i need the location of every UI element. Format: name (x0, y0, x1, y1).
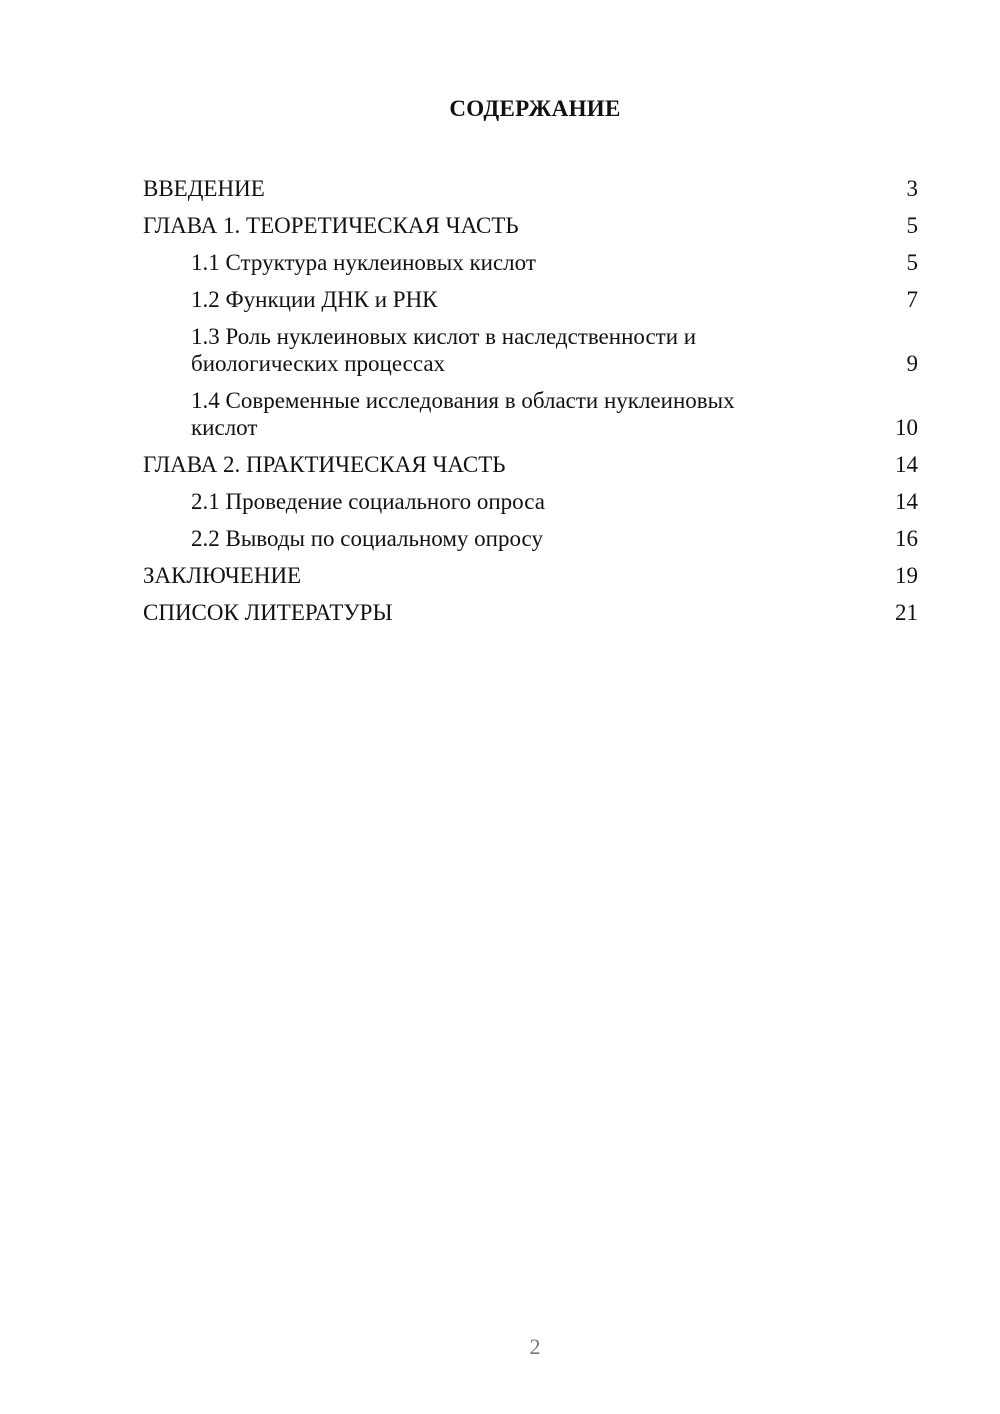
toc-entry-page: 21 (895, 600, 918, 625)
toc-entry-page: 19 (895, 563, 918, 588)
toc-entry-section-2-2 (143, 520, 918, 557)
toc-entry-page: 5 (906, 250, 918, 275)
toc-entry-page: 16 (895, 526, 918, 551)
toc-entry-text: 2.1 Проведение социального опроса (191, 489, 545, 514)
toc-entry-page: 7 (906, 287, 918, 312)
toc-entry-introduction (143, 170, 918, 207)
toc-entry-section-1-2 (143, 281, 918, 318)
toc-entry-page: 14 (895, 489, 918, 514)
toc-entry-text: ЗАКЛЮЧЕНИЕ (143, 563, 302, 588)
toc-entry-text: 1.4 Современные исследования в области нуклеиновых кислот (191, 388, 735, 440)
page-number: 2 (529, 1334, 541, 1359)
toc-entry-references (143, 594, 918, 631)
toc-entry-text: СПИСОК ЛИТЕРАТУРЫ (143, 600, 393, 625)
toc-entry-page: 14 (895, 452, 918, 477)
toc-entry-text: ВВЕДЕНИЕ (143, 176, 265, 201)
toc-entry-page: 5 (906, 213, 918, 238)
toc-entry-chapter-2 (143, 446, 918, 483)
toc-entry-conclusion (143, 557, 918, 594)
table-of-contents (143, 170, 918, 631)
toc-entry-section-1-1 (143, 244, 918, 281)
toc-entry-text: 1.1 Структура нуклеиновых кислот (191, 250, 536, 275)
page-title: СОДЕРЖАНИЕ (449, 96, 621, 121)
toc-entry-page: 3 (906, 176, 918, 201)
toc-entry-page: 9 (906, 351, 918, 376)
toc-entry-text: 2.2 Выводы по социальному опросу (191, 526, 543, 551)
toc-entry-section-1-3 (143, 318, 918, 382)
toc-entry-text: 1.3 Роль нуклеиновых кислот в наследственности и биологических процессах (191, 324, 697, 376)
toc-entry-section-1-4 (143, 382, 918, 446)
toc-entry-text: ГЛАВА 2. ПРАКТИЧЕСКАЯ ЧАСТЬ (143, 452, 506, 477)
toc-entry-text: 1.2 Функции ДНК и РНК (191, 287, 438, 312)
toc-entry-chapter-1 (143, 207, 918, 244)
toc-entry-section-2-1 (143, 483, 918, 520)
toc-entry-text: ГЛАВА 1. ТЕОРЕТИЧЕСКАЯ ЧАСТЬ (143, 213, 519, 238)
toc-entry-page: 10 (895, 415, 918, 440)
